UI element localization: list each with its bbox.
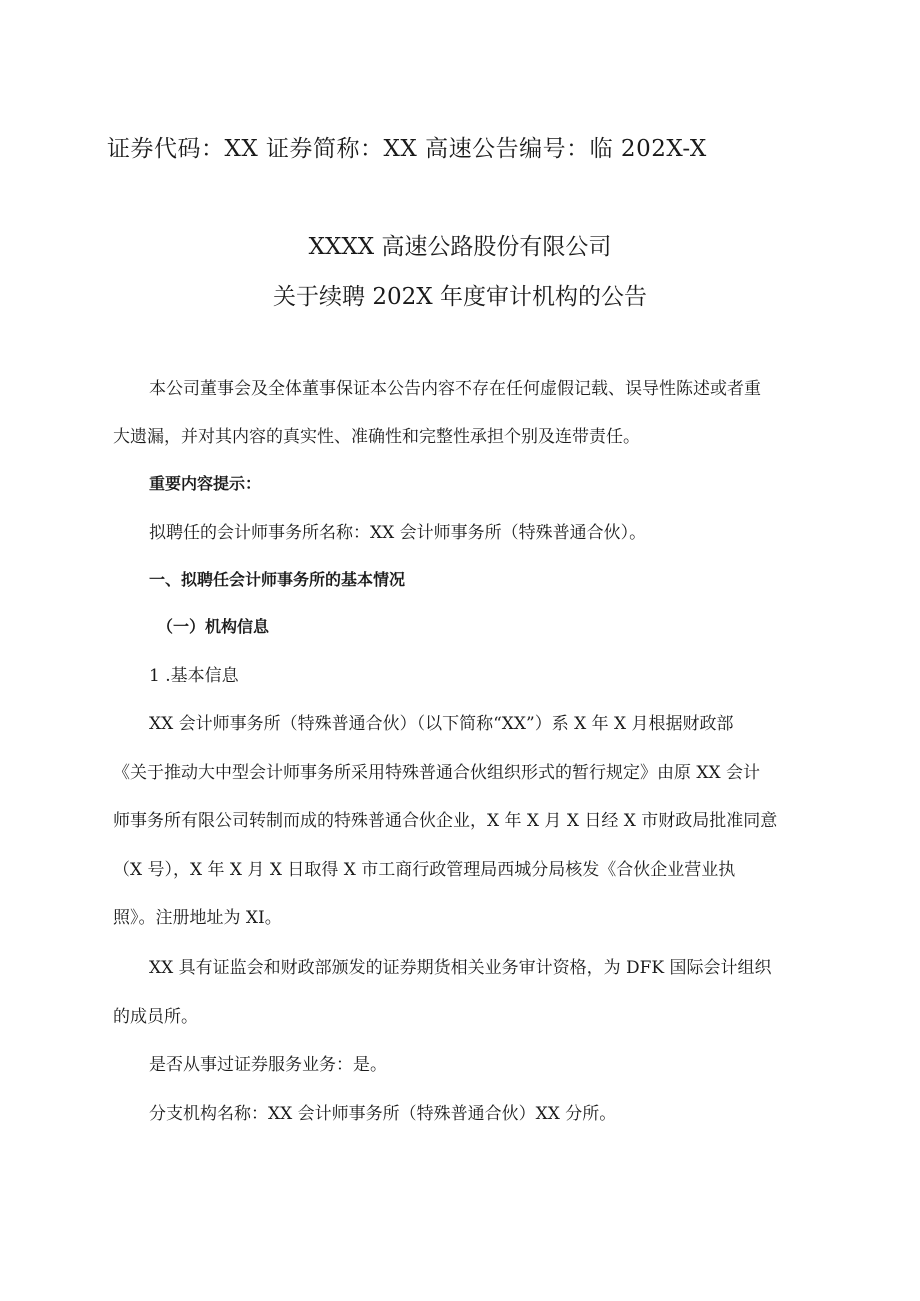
statement-line-1: 本公司董事会及全体董事保证本公告内容不存在任何虚假记载、误导性陈述或者重: [149, 379, 761, 399]
securities-service-line: 是否从事过证券服务业务：是。: [149, 1055, 387, 1075]
item-heading: 1 .基本信息: [149, 666, 239, 686]
section-1-heading: 一、拟聘任会计师事务所的基本情况: [149, 570, 406, 589]
para1-line-4: （X 号），X 年 X 月 X 日取得 X 市工商行政管理局西城分局核发《合伙企业营业执: [113, 860, 736, 880]
company-title: XXXX 高速公路股份有限公司: [308, 234, 612, 260]
para1-line-5: 照》。注册地址为 XI。: [113, 908, 282, 928]
highlights-firm-line: 拟聘任的会计师事务所名称：XX 会计师事务所（特殊普通合伙）。: [149, 523, 647, 543]
para1-line-2: 《关于推动大中型会计师事务所采用特殊普通合伙组织形式的暂行规定》由原 XX 会计: [113, 763, 761, 783]
stock-code-line: 证券代码：XX 证券简称：XX 高速公告编号：临 202X-X: [107, 136, 707, 162]
branch-line: 分支机构名称：XX 会计师事务所（特殊普通合伙）XX 分所。: [149, 1104, 617, 1124]
announcement-title: 关于续聘 202X 年度审计机构的公告: [273, 284, 647, 310]
para2-line-1: XX 具有证监会和财政部颁发的证券期货相关业务审计资格，为 DFK 国际会计组织: [149, 958, 772, 978]
para1-line-1: XX 会计师事务所（特殊普通合伙）（以下简称“XX”）系 X 年 X 月根据财政部: [149, 714, 734, 734]
para1-line-3: 师事务所有限公司转制而成的特殊普通合伙企业，X 年 X 月 X 日经 X 市财政局批准同意: [113, 811, 778, 831]
statement-line-2: 大遗漏，并对其内容的真实性、准确性和完整性承担个别及连带责任。: [113, 427, 640, 447]
subsection-heading: （一）机构信息: [157, 617, 270, 636]
highlights-heading: 重要内容提示：: [149, 474, 262, 493]
para2-line-2: 的成员所。: [113, 1007, 198, 1027]
